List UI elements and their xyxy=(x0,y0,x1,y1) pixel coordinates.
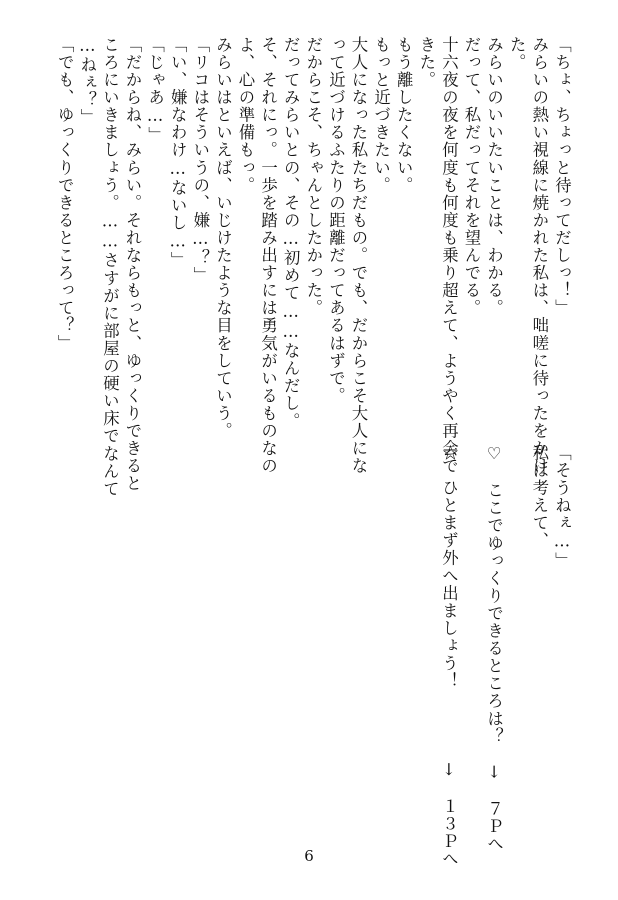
text-column: もう離したくない。 xyxy=(394,36,414,194)
text-column: って近づけるふたりの距離だってあるはずで。 xyxy=(326,36,346,405)
text-column: 私は考えて、 xyxy=(529,444,549,550)
text-column: みらいの熱い視線に焼かれた私は、咄嗟に待ったをかけ xyxy=(529,36,549,475)
text-column: だって、私だってそれを望んでる。 xyxy=(462,36,481,317)
text-column: 「ちょ、ちょっと待ってだしっ！」 xyxy=(552,36,572,317)
text-column: 大人になった私たちだもの。でも、だからこそ大人にな xyxy=(349,36,368,475)
text-column: …ねぇ？」 xyxy=(77,36,97,127)
text-column: 「じゃあ…」 xyxy=(145,36,165,144)
text-column: ♡ ここでゆっくりできるところは？ ↓ ７Ｐへ xyxy=(484,444,504,853)
text-column: 「でも、ゆっくりできるところって？」 xyxy=(55,36,75,352)
text-column: ☆ ひとまず外へ出ましょう！ ↓ １３Ｐへ xyxy=(439,444,459,868)
text-column: 十六夜の夜を何度も何度も乗り超えて、ようやく再会で xyxy=(439,36,459,475)
text-column: よ、心の準備もっ。 xyxy=(236,36,255,194)
text-column: 「そうねぇ…」 xyxy=(552,444,572,570)
text-column: 「い、嫌なわけ…ないし…」 xyxy=(168,36,188,270)
text-column: だってみらいとの、その…初めて……なんだし。 xyxy=(281,36,301,430)
page-number: 6 xyxy=(304,847,314,865)
text-column: そ、それにっ。一歩を踏み出すには勇気がいるものなの xyxy=(258,36,278,475)
text-column: た。 xyxy=(507,36,527,72)
text-column: もっと近づきたい。 xyxy=(371,36,391,194)
text-column: だからこそ、ちゃんとしたかった。 xyxy=(303,36,323,317)
text-column: 「リコはそういうの、嫌…？」 xyxy=(190,36,210,285)
text-column: みらいはといえば、いじけたような目をしていう。 xyxy=(213,36,233,440)
text-column: ころにいきましょう。……さすがに部屋の硬い床でなんて xyxy=(100,36,120,498)
text-column: 「だからね、みらい。それならもっと、ゆっくりできると xyxy=(123,36,142,493)
text-column: きた。 xyxy=(416,36,436,89)
text-column: みらいのいいたいことは、わかる。 xyxy=(484,36,504,317)
